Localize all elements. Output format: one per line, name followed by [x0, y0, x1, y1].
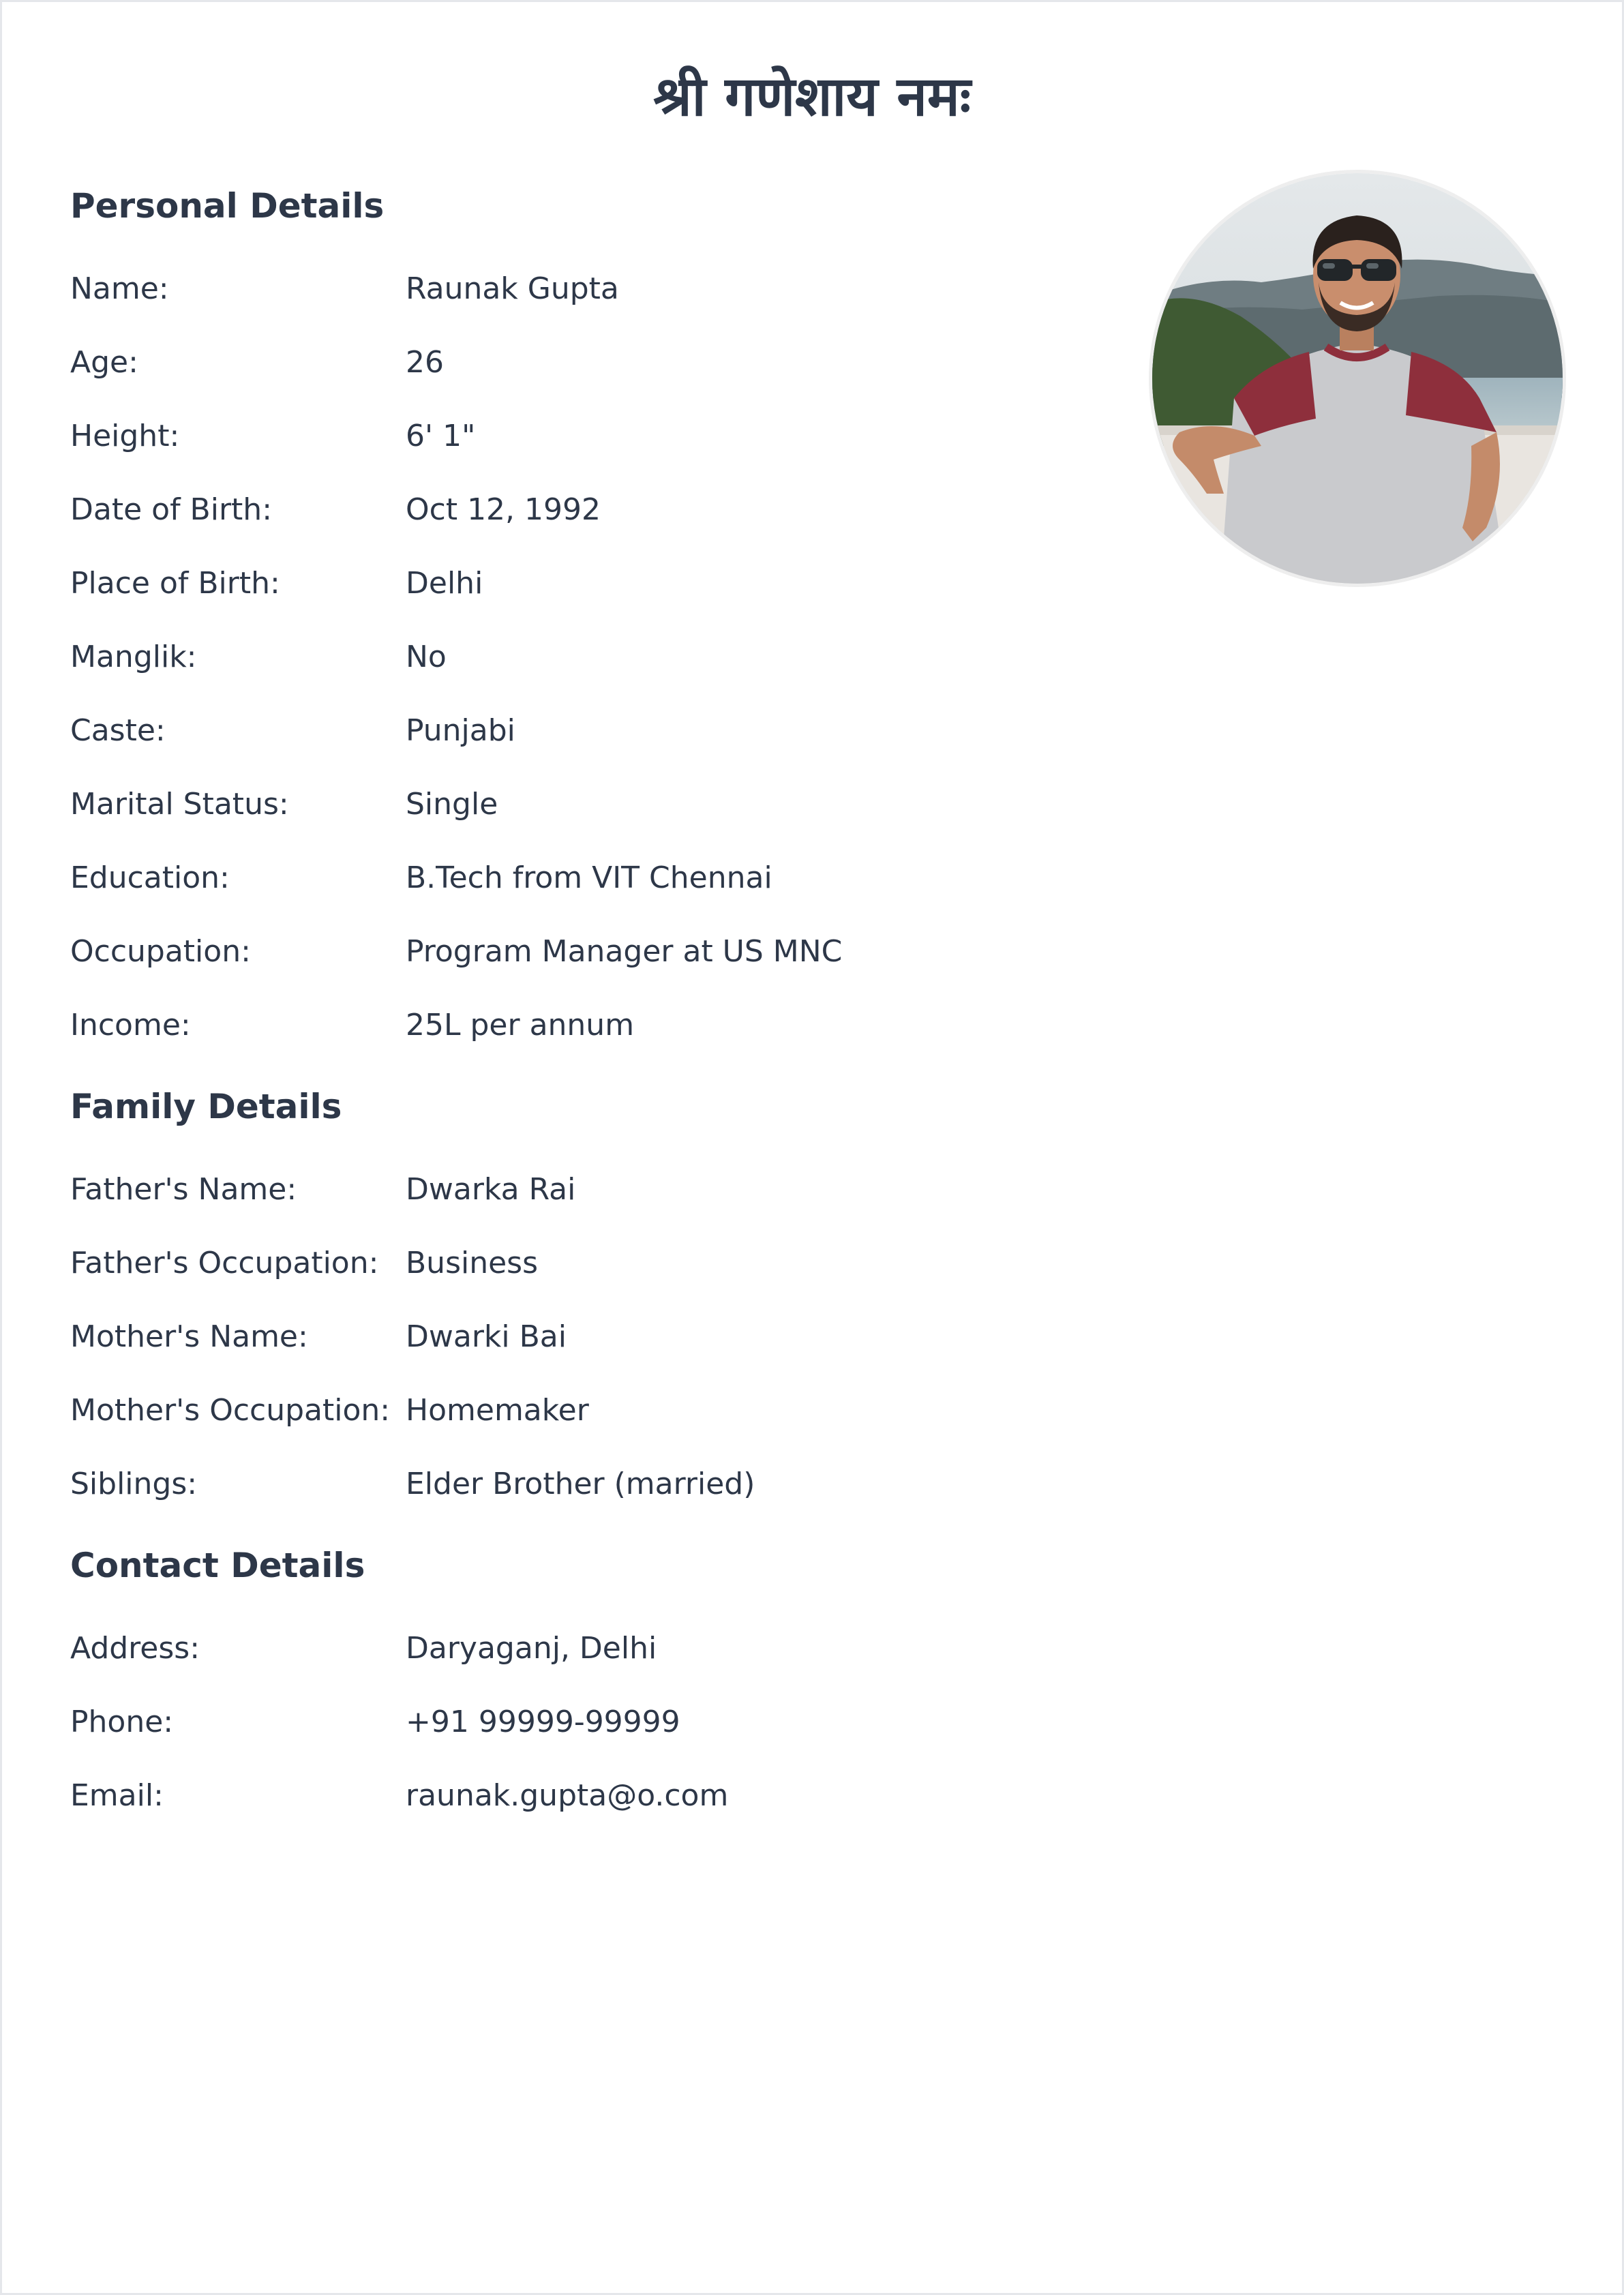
- detail-value: raunak.gupta@o.com: [406, 1778, 729, 1813]
- detail-value: Business: [406, 1246, 539, 1280]
- detail-label: Address:: [70, 1631, 200, 1666]
- detail-row-mothers-name: [70, 1315, 1093, 1359]
- detail-row-mothers-occupation: [70, 1389, 1093, 1432]
- detail-label: Mother's Name:: [70, 1319, 308, 1354]
- detail-value: +91 99999-99999: [406, 1705, 680, 1739]
- detail-label: Marital Status:: [70, 787, 289, 822]
- detail-row-date-of-birth: [70, 488, 1093, 532]
- section-heading-contact: Contact Details: [70, 1546, 365, 1585]
- detail-label: Occupation:: [70, 934, 251, 969]
- detail-label: Father's Name:: [70, 1172, 297, 1207]
- detail-row-siblings: [70, 1462, 1093, 1506]
- detail-label: Mother's Occupation:: [70, 1393, 391, 1428]
- detail-row-fathers-occupation: [70, 1242, 1093, 1285]
- detail-row-name: [70, 267, 1093, 311]
- detail-label: Siblings:: [70, 1467, 198, 1501]
- detail-value: Delhi: [406, 566, 483, 601]
- detail-label: Email:: [70, 1778, 164, 1813]
- detail-value: 26: [406, 345, 444, 380]
- detail-label: Father's Occupation:: [70, 1246, 379, 1280]
- detail-value: Elder Brother (married): [406, 1467, 755, 1501]
- detail-value: Dwarki Bai: [406, 1319, 567, 1354]
- detail-value: 25L per annum: [406, 1008, 635, 1042]
- document-title: श्री गणेशाय नमः: [653, 65, 971, 128]
- detail-label: Phone:: [70, 1705, 174, 1739]
- detail-row-income: [70, 1004, 1093, 1047]
- detail-row-address: [70, 1627, 1093, 1670]
- detail-label: Manglik:: [70, 640, 197, 674]
- detail-value: Oct 12, 1992: [406, 492, 601, 527]
- detail-value: Homemaker: [406, 1393, 589, 1428]
- section-heading-family: Family Details: [70, 1087, 342, 1126]
- detail-value: No: [406, 640, 447, 674]
- detail-label: Education:: [70, 860, 230, 895]
- detail-label: Caste:: [70, 713, 166, 748]
- detail-label: Place of Birth:: [70, 566, 280, 601]
- detail-label: Height:: [70, 419, 180, 453]
- detail-row-email: [70, 1774, 1093, 1818]
- detail-value: B.Tech from VIT Chennai: [406, 860, 772, 895]
- profile-photo: [1149, 170, 1566, 587]
- detail-row-age: [70, 341, 1093, 385]
- detail-value: 6' 1": [406, 419, 476, 453]
- detail-row-phone: [70, 1700, 1093, 1744]
- detail-value: Dwarka Rai: [406, 1172, 576, 1207]
- detail-value: Daryaganj, Delhi: [406, 1631, 657, 1666]
- detail-row-marital-status: [70, 783, 1093, 826]
- detail-row-place-of-birth: [70, 562, 1093, 605]
- detail-value: Punjabi: [406, 713, 515, 748]
- detail-row-fathers-name: [70, 1168, 1093, 1212]
- detail-row-manglik: [70, 635, 1093, 679]
- detail-value: Single: [406, 787, 498, 822]
- detail-label: Date of Birth:: [70, 492, 273, 527]
- detail-value: Program Manager at US MNC: [406, 934, 843, 969]
- detail-label: Name:: [70, 271, 169, 306]
- detail-row-education: [70, 856, 1093, 900]
- detail-label: Age:: [70, 345, 138, 380]
- detail-row-occupation: [70, 930, 1093, 974]
- detail-row-height: [70, 415, 1093, 458]
- section-heading-personal: Personal Details: [70, 186, 385, 226]
- detail-label: Income:: [70, 1008, 191, 1042]
- detail-row-caste: [70, 709, 1093, 753]
- detail-value: Raunak Gupta: [406, 271, 619, 306]
